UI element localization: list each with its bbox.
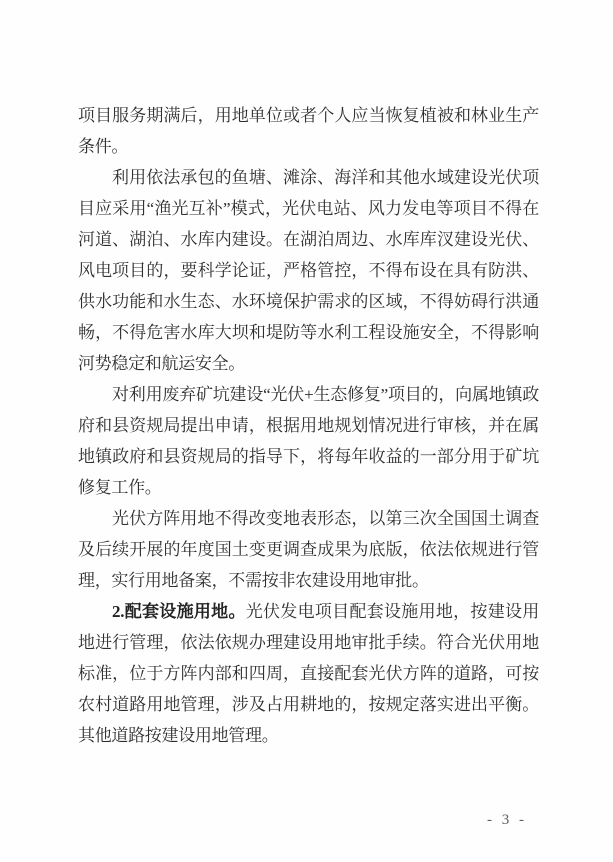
- paragraph-water-areas: 利用依法承包的鱼塘、滩涂、海洋和其他水域建设光伏项目应采用“渔光互补”模式，光伏电站、风力发电等项目不得在河道、湖泊、水库内建设。在湖泊周边、水库库汊建设光伏、风电项目的，要科学论证，严格管控，不得布设在具有防洪、供水功能和水生态、水环境保护需求的区域，不得妨碍行洪通畅，不得危害水库大坝和堤防等水利工程设施安全，不得影响河势稳定和航运安全。: [78, 168, 539, 373]
- paragraph-supporting-facilities: [78, 596, 539, 751]
- supporting-facilities-heading: 2.配套设施用地。: [112, 602, 246, 621]
- document-body: [78, 100, 539, 751]
- paragraph-pv-array-land: 光伏方阵用地不得改变地表形态，以第三次全国国土调查及后续开展的年度国土变更调查成果为底版，依法依规进行管理，实行用地备案，不需按非农建设用地审批。: [78, 509, 539, 590]
- supporting-facilities-text: 光伏发电项目配套设施用地，按建设用地进行管理，依法依规办理建设用地审批手续。符合光伏用地标准，位于方阵内部和四周，直接配套光伏方阵的道路，可按农村道路用地管理，涉及占用耕地的，按规定落实进出平衡。其他道路按建设用地管理。: [78, 602, 539, 745]
- page-number: - 3 -: [487, 812, 527, 828]
- paragraph-mine-pit-restoration: 对利用废弃矿坑建设“光伏+生态修复”项目的，向属地镇政府和县资规局提出申请，根据用地规划情况进行审核，并在属地镇政府和县资规局的指导下，将每年收益的一部分用于矿坑修复工作。: [78, 385, 539, 497]
- paragraph-continuation: 项目服务期满后，用地单位或者个人应当恢复植被和林业生产条件。: [78, 106, 539, 156]
